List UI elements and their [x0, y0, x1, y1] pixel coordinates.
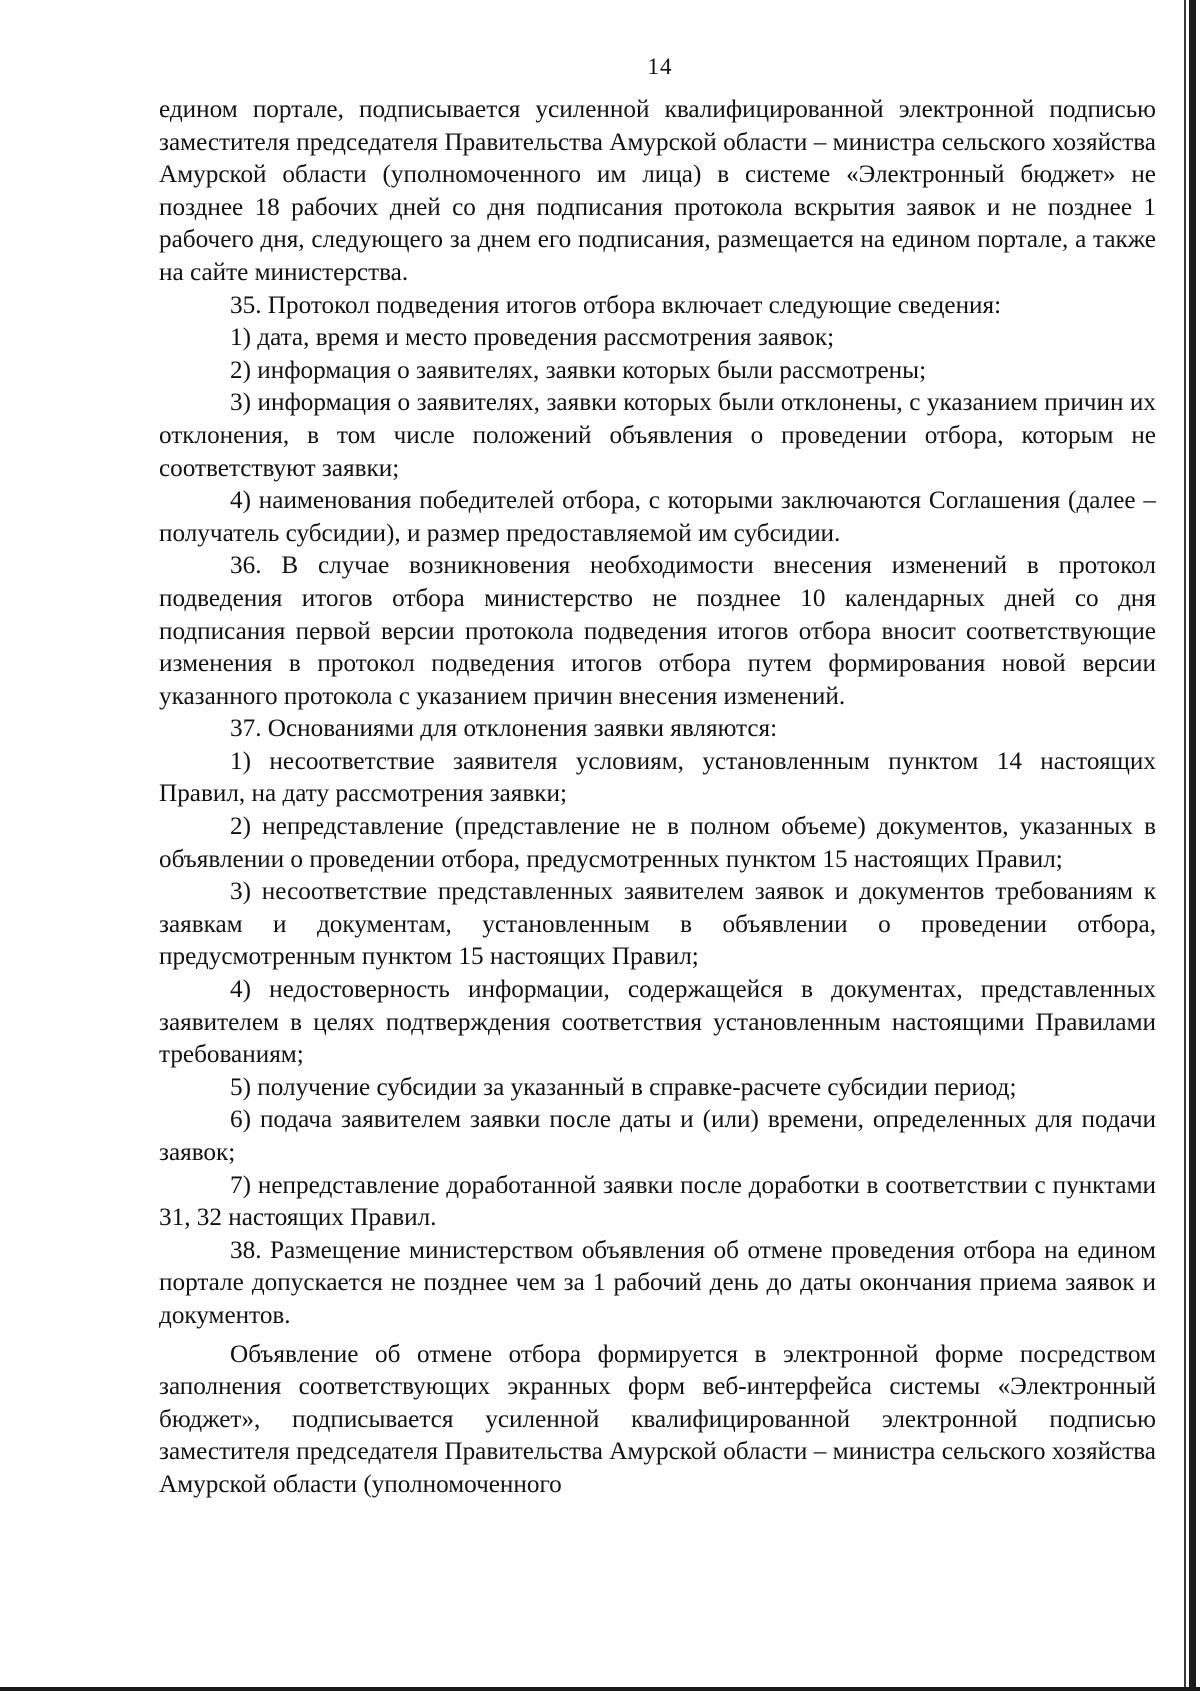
scan-edge-bottom — [0, 1687, 1200, 1691]
paragraph-35-item-3: 3) информация о заявителях, заявки которых были отклонены, с указанием причин их отклонения, в том числе положений объявления о проведении отбора, которым не соответствуют заявки; — [159, 389, 1156, 482]
paragraph-37-item-6: 6) подача заявителем заявки после даты и (или) времени, определенных для подачи заявок; — [159, 1106, 1156, 1166]
paragraph-37-item-2: 2) непредставление (представление не в полном объеме) документов, указанных в объявлении о проведении отбора, предусмотренных пунктом 15 настоящих Правил; — [159, 813, 1156, 873]
scan-edge-line — [1184, 0, 1186, 1691]
paragraph-continuation: едином портале, подписывается усиленной квалифицированной электронной подписью заместителя председателя Правительства Амурской области – министра сельского хозяйства Амурской области (уполномоченного им лица) в системе «Электронный бюджет» не позднее 18 рабочих дней со дня подписания протокола вскрытия заявок и не позднее 1 рабочего дня, следующего за днем его подписания, размещается на едином портале, а также на сайте министерства. — [159, 96, 1156, 286]
paragraph-37-item-5: 5) получение субсидии за указанный в справке-расчете субсидии период; — [230, 1073, 1017, 1101]
paragraph-37: 37. Основаниями для отклонения заявки являются: — [230, 715, 778, 743]
paragraph-38: 38. Размещение министерством объявления об отмене проведения отбора на едином портале допускается не позднее чем за 1 рабочий день до даты окончания приема заявок и документов. — [159, 1236, 1156, 1329]
paragraph-37-item-4: 4) недостоверность информации, содержащейся в документах, представленных заявителем в целях подтверждения соответствия установленным настоящими Правилами требованиям; — [159, 976, 1156, 1069]
paragraph-35-item-2: 2) информация о заявителях, заявки которых были рассмотрены; — [230, 356, 927, 384]
document-body — [159, 94, 1156, 1502]
paragraph-35: 35. Протокол подведения итогов отбора включает следующие сведения: — [230, 291, 1002, 319]
scan-edge-right — [1189, 0, 1196, 1691]
paragraph-35-item-4: 4) наименования победителей отбора, с которыми заключаются Соглашения (далее – получатель субсидии), и размер предоставляемой им субсидии. — [159, 487, 1156, 547]
paragraph-38-cancellation: Объявление об отмене отбора формируется в электронной форме посредством заполнения соответствующих экранных форм веб-интерфейса системы «Электронный бюджет», подписывается усиленной квалифицированной электронной подписью заместителя председателя Правительства Амурской области – министра сельского хозяйства Амурской области (уполномоченного — [159, 1340, 1156, 1498]
paragraph-37-item-1: 1) несоответствие заявителя условиям, установленным пунктом 14 настоящих Правил, на дату рассмотрения заявки; — [159, 747, 1156, 808]
paragraph-37-item-7: 7) непредставление доработанной заявки после доработки в соответствии с пунктами 31, 32 настоящих Правил. — [159, 1171, 1156, 1232]
page-number: 14 — [647, 54, 673, 79]
paragraph-36: 36. В случае возникновения необходимости внесения изменений в протокол подведения итогов отбора министерство не позднее 10 календарных дней со дня подписания первой версии протокола подведения итогов отбора вносит соответствующие изменения в протокол подведения итогов отбора путем формирования новой версии указанного протокола с указанием причин внесения изменений. — [159, 552, 1156, 710]
paragraph-35-item-1: 1) дата, время и место проведения рассмотрения заявок; — [230, 324, 835, 352]
paragraph-37-item-3: 3) несоответствие представленных заявителем заявок и документов требованиям к заявкам и документам, установленным в объявлении о проведении отбора, предусмотренным пунктом 15 настоящих Правил; — [159, 878, 1156, 971]
